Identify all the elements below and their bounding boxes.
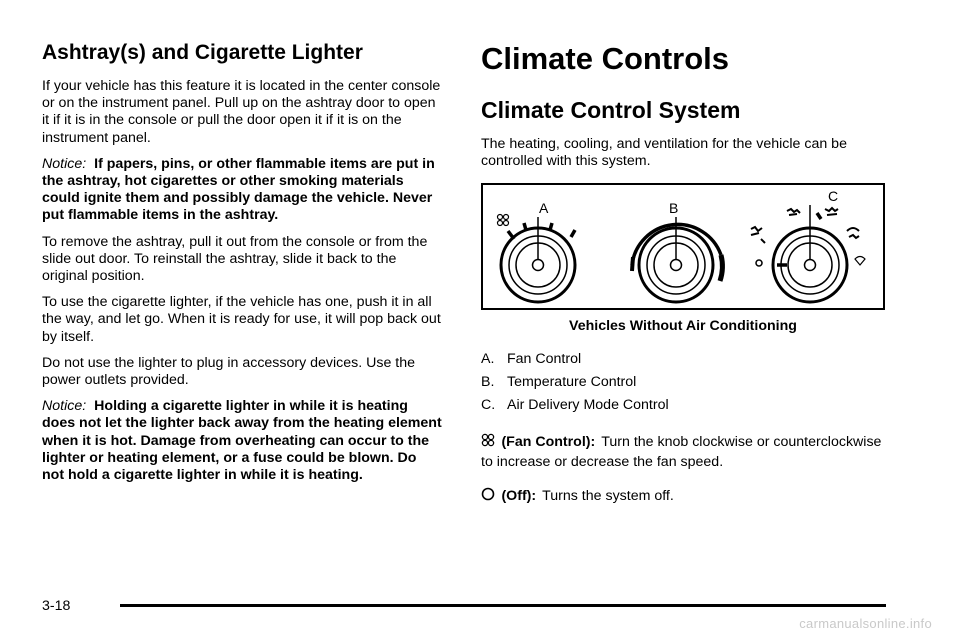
fan-control-description (481, 432, 891, 472)
page-number: 3-18 (42, 598, 71, 614)
off-text: Turns the system off. (542, 488, 674, 504)
ashtray-paragraph-2: To remove the ashtray, pull it out from the console or from the slide out door. To reinstall the ashtray, slide it back to the original position. (42, 233, 428, 285)
temperature-control-knob (632, 217, 722, 302)
outlet-paragraph: Do not use the lighter to plug in accessory devices. Use the power outlets provided. (42, 354, 416, 389)
fan-control-knob (501, 217, 575, 302)
notice-1 (42, 156, 442, 225)
notice-1-text: If papers, pins, or other flammable items are put in the ashtray, hot cigarettes or other smoking materials could ignite them and possibly damage the vehicle. Never put flammable items in the ashtray. (42, 155, 435, 224)
footer-rule (120, 604, 886, 607)
ashtray-heading: Ashtray(s) and Cigarette Lighter (42, 41, 363, 64)
off-circle-icon (481, 487, 499, 504)
climate-system-subtitle: Climate Control System (481, 97, 741, 123)
left-column (42, 40, 442, 493)
climate-controls-title: Climate Controls (481, 41, 730, 76)
ashtray-paragraph-1: If your vehicle has this feature it is located in the center console or on the instrument panel. Pull up on the ashtray door to open it if it is in the console or pull the door open it if it is on the instrument panel. (42, 78, 441, 146)
notice-2-text: Holding a cigarette lighter in while it is heating does not let the lighter back away from the heating element when it is hot. Damage from overheating can occur to the lighter or heating element, or a fuse could be blown. Do not hold a cigarette lighter in while it is heating. (42, 398, 442, 484)
legend-item-c: C. Air Delivery Mode Control (481, 397, 669, 413)
fan-icon (498, 215, 509, 226)
notice-2 (42, 398, 442, 484)
right-column (481, 40, 891, 179)
figure-caption: Vehicles Without Air Conditioning (569, 318, 797, 334)
fan-control-label: (Fan Control): (501, 434, 596, 450)
climate-control-figure (481, 183, 885, 310)
label-a: A (539, 200, 549, 216)
off-label: (Off): (501, 488, 537, 504)
lighter-paragraph: To use the cigarette lighter, if the vehicle has one, push it in all the way, and let go. When it is ready for use, it will pop back out by itself. (42, 294, 441, 345)
label-b: B (669, 200, 679, 216)
fan-control-text: Turn the knob clockwise or counterclockwise to increase or decrease the fan speed. (481, 434, 882, 470)
off-description (481, 486, 891, 506)
legend-item-a: A. Fan Control (481, 351, 582, 367)
watermark: carmanualsonline.info (799, 616, 932, 631)
label-c: C (828, 188, 839, 204)
fan-icon (481, 433, 499, 450)
notice-1-label: Notice: (42, 155, 87, 172)
notice-2-label: Notice: (42, 398, 87, 415)
figure-legend (481, 351, 891, 420)
legend-item-b: B. Temperature Control (481, 374, 637, 390)
climate-intro: The heating, cooling, and ventilation for the vehicle can be controlled with this system. (481, 136, 847, 170)
control-panel-illustration (483, 185, 883, 308)
air-delivery-mode-knob (756, 205, 847, 302)
